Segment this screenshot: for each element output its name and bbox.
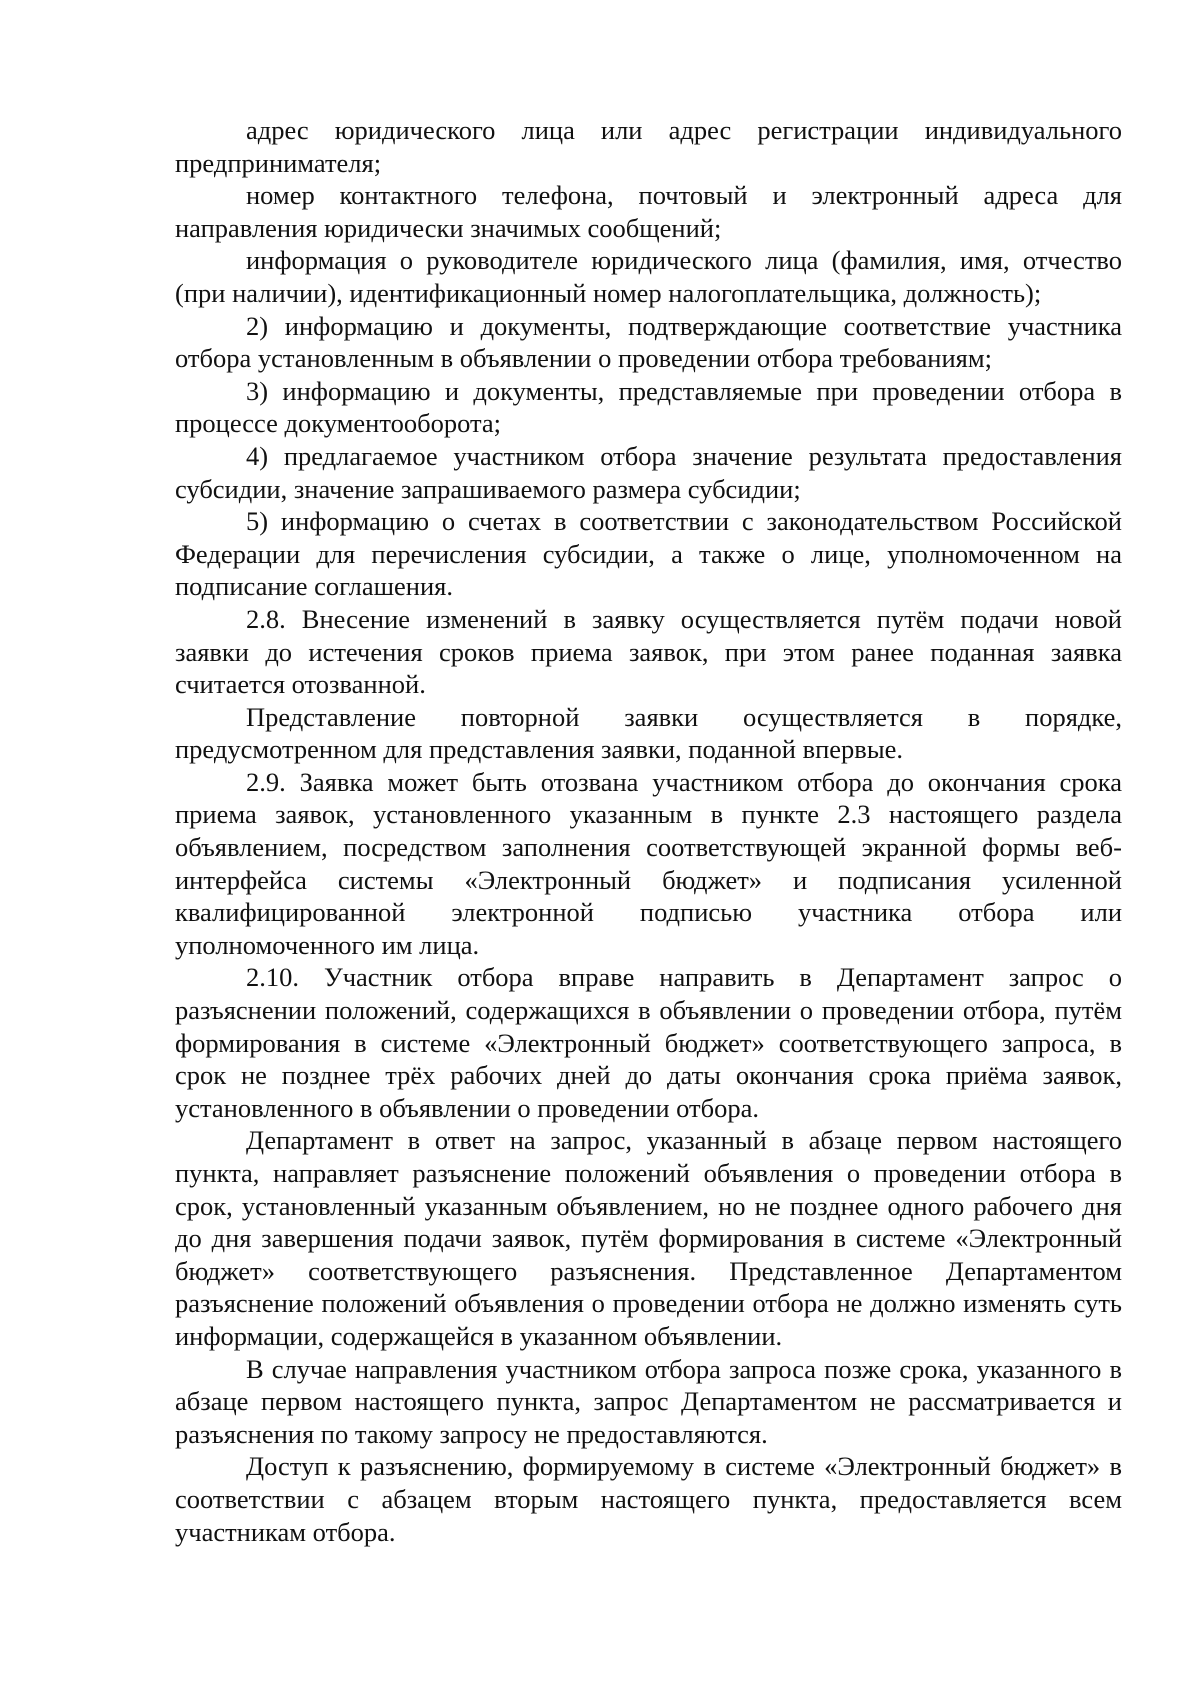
paragraph-item-3: 3) информацию и документы, представляемые при проведении отбора в процессе документооборота;	[175, 375, 1122, 439]
paragraph-legal-address: адрес юридического лица или адрес регистрации индивидуального предпринимателя;	[175, 115, 1122, 178]
paragraph-contact-phone: номер контактного телефона, почтовый и электронный адреса для направления юридически значимых сообщений;	[175, 180, 1122, 243]
paragraph-item-5: 5) информацию о счетах в соответствии с законодательством Российской Федерации для перечисления субсидии, а также о лице, уполномоченном на подписание соглашения.	[175, 506, 1122, 602]
paragraph-item-2: 2) информацию и документы, подтверждающие соответствие участника отбора установленным в объявлении о проведении отбора требованиям;	[175, 310, 1122, 374]
document-page	[175, 114, 1122, 1548]
paragraph-director-info: информация о руководителе юридического лица (фамилия, имя, отчество (при наличии), идентификационный номер налогоплательщика, должность);	[175, 245, 1122, 308]
paragraph-section-2-9: 2.9. Заявка может быть отозвана участником отбора до окончания срока приема заявок, установленного указанным в пункте 2.3 настоящего раздела объявлением, посредством заполнения соответствующей экранной формы веб-интерфейса системы «Электронный бюджет» и подписания усиленной квалифицированной электронной подписью участника отбора или уполномоченного им лица.	[175, 766, 1122, 960]
paragraph-section-2-8: 2.8. Внесение изменений в заявку осуществляется путём подачи новой заявки до истечения сроков приема заявок, при этом ранее поданная заявка считается отозванной.	[175, 603, 1122, 700]
paragraph-item-4: 4) предлагаемое участником отбора значение результата предоставления субсидии, значение запрашиваемого размера субсидии;	[175, 440, 1122, 504]
paragraph-department-response: Департамент в ответ на запрос, указанный в абзаце первом настоящего пункта, направляет разъяснение положений объявления о проведении отбора в срок, установленный указанным объявлением, но не позднее одного рабочего дня до дня завершения подачи заявок, путём формирования в системе «Электронный бюджет» соответствующего разъяснения. Представленное Департаментом разъяснение положений объявления о проведении отбора не должно изменять суть информации, содержащейся в указанном объявлении.	[175, 1125, 1122, 1351]
paragraph-repeat-application: Представление повторной заявки осуществляется в порядке, предусмотренном для представления заявки, поданной впервые.	[175, 701, 1122, 765]
paragraph-late-request: В случае направления участником отбора запроса позже срока, указанного в абзаце первом настоящего пункта, запрос Департаментом не рассматривается и разъяснения по такому запросу не предоставляются.	[175, 1353, 1122, 1449]
paragraph-access-to-clarification: Доступ к разъяснению, формируемому в системе «Электронный бюджет» в соответствии с абзацем вторым настоящего пункта, предоставляется всем участникам отбора.	[175, 1451, 1122, 1547]
paragraph-section-2-10: 2.10. Участник отбора вправе направить в Департамент запрос о разъяснении положений, содержащихся в объявлении о проведении отбора, путём формирования в системе «Электронный бюджет» соответствующего запроса, в срок не позднее трёх рабочих дней до даты окончания срока приёма заявок, установленного в объявлении о проведении отбора.	[175, 962, 1122, 1123]
